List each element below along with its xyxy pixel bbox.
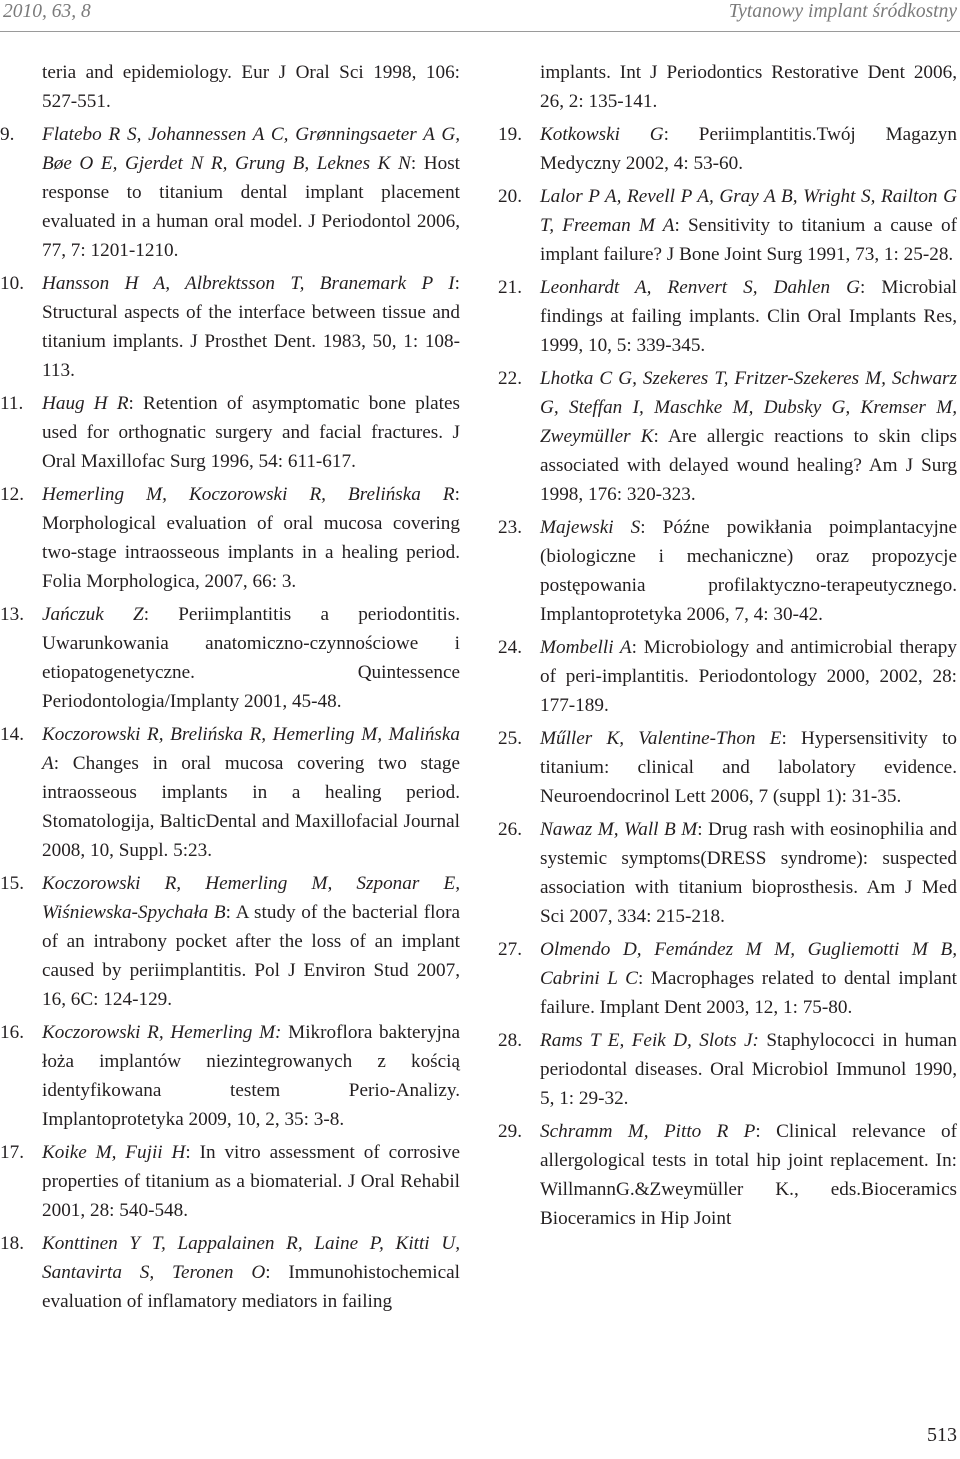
- reference-number: 12.: [0, 484, 24, 505]
- reference-number: 15.: [0, 873, 24, 894]
- reference-item: [0, 1229, 460, 1316]
- reference-item: [498, 58, 957, 116]
- reference-item: [0, 1138, 460, 1225]
- reference-authors: Koczorowski R, Hemerling M, Szponar E, Wiśniewska-Spychała B: [42, 873, 460, 923]
- reference-text: Mikroflora bakteryjna łoża implantów niezintegrowanych z kością identyfikowana testem Perio-Analizy. Implantoprotetyka 2009, 10, 2, 35: 3-8.: [42, 1022, 460, 1130]
- reference-number: 29.: [498, 1121, 522, 1142]
- reference-item: [498, 633, 957, 720]
- reference-text: : A study of the bacterial flora of an intrabony pocket after the loss of an implant caused by periimplantitis. Pol J Environ Stud 2007, 16, 6C: 124-129.: [42, 902, 460, 1010]
- reference-item: [498, 935, 957, 1022]
- reference-number: 17.: [0, 1142, 24, 1163]
- reference-item: [498, 513, 957, 629]
- reference-authors: Flatebo R S, Johannessen A C, Grønningsaeter A G, Bøe O E, Gjerdet N R, Grung B, Leknes K N: [42, 124, 460, 174]
- reference-item: [0, 600, 460, 716]
- reference-authors: Mombelli A: [540, 637, 632, 658]
- reference-authors: Nawaz M, Wall B M: [540, 819, 698, 840]
- references-left-column: [0, 58, 460, 1320]
- reference-number: 19.: [498, 124, 522, 145]
- reference-number: 13.: [0, 604, 24, 625]
- reference-item: [0, 480, 460, 596]
- reference-number: 27.: [498, 939, 522, 960]
- reference-item: [0, 58, 460, 116]
- reference-text: teria and epidemiology. Eur J Oral Sci 1998, 106: 527-551.: [42, 62, 460, 112]
- article-short-title: Tytanowy implant śródkostny: [728, 1, 957, 22]
- journal-issue: 2010, 63, 8: [3, 1, 91, 22]
- reference-authors: Koczorowski R, Hemerling M:: [42, 1022, 282, 1043]
- reference-text: implants. Int J Periodontics Restorative Dent 2006, 26, 2: 135-141.: [540, 62, 957, 112]
- reference-text: : In vitro assessment of corrosive properties of titanium as a biomaterial. J Oral Rehabil 2001, 28: 540-548.: [42, 1142, 460, 1221]
- reference-number: 22.: [498, 368, 522, 389]
- reference-item: [0, 269, 460, 385]
- reference-text: : Clinical relevance of allergological tests in total hip joint replacement. In: WillmannG.&Zweymüller K., eds.Bioceramics Bioceramics in Hip Joint: [540, 1121, 957, 1229]
- reference-number: 10.: [0, 273, 24, 294]
- reference-text: : Periimplantitis a periodontitis. Uwarunkowania anatomiczno-czynnościowe i etiopatogenetyczne. Quintessence Periodontologia/Implanty 2001, 45-48.: [42, 604, 461, 712]
- references-right-column: [498, 58, 957, 1237]
- reference-item: [498, 120, 957, 178]
- reference-number: 16.: [0, 1022, 24, 1043]
- reference-text: Staphylococci in human periodontal diseases. Oral Microbiol Immunol 1990, 5, 1: 29-32.: [540, 1030, 957, 1109]
- reference-item: [498, 273, 957, 360]
- reference-item: [498, 1026, 957, 1113]
- reference-item: [0, 389, 460, 476]
- reference-text: : Host response to titanium dental implant placement evaluated in a human oral model. J Periodontol 2006, 77, 7: 1201-1210.: [42, 153, 460, 261]
- reference-authors: Konttinen Y T, Lappalainen R, Laine P, Kitti U, Santavirta S, Teronen O: [42, 1233, 460, 1283]
- reference-item: [0, 1018, 460, 1134]
- reference-item: [498, 815, 957, 931]
- reference-text: : Późne powikłania poimplantacyjne (biologiczne i mechaniczne) oraz propozycje postępowania profilaktyczno-terapeutycznego. Implantoprotetyka 2006, 7, 4: 30-42.: [540, 517, 957, 625]
- reference-text: : Retention of asymptomatic bone plates used for orthognatic surgery and facial fractures. J Oral Maxillofac Surg 1996, 54: 611-617.: [42, 393, 460, 472]
- reference-authors: Műller K, Valentine-Thon E: [540, 728, 782, 749]
- reference-authors: Schramm M, Pitto R P: [540, 1121, 756, 1142]
- reference-number: 9.: [0, 124, 15, 145]
- reference-number: 26.: [498, 819, 522, 840]
- reference-text: : Sensitivity to titanium a cause of implant failure? J Bone Joint Surg 1991, 73, 1: 25-28.: [540, 215, 957, 265]
- reference-authors: Kotkowski G: [540, 124, 664, 145]
- page-number: 513: [927, 1424, 957, 1446]
- reference-text: : Drug rash with eosinophilia and systemic symptoms(DRESS syndrome): suspected association with titanium bioprosthesis. Am J Med Sci 2007, 334: 215-218.: [540, 819, 957, 927]
- reference-text: : Morphological evaluation of oral mucosa covering two-stage intraosseous implants in a healing period. Folia Morphologica, 2007, 66: 3.: [42, 484, 460, 592]
- reference-item: [0, 720, 460, 865]
- reference-text: : Microbial findings at failing implants. Clin Oral Implants Res, 1999, 10, 5: 339-345.: [540, 277, 957, 356]
- reference-item: [498, 724, 957, 811]
- reference-number: 28.: [498, 1030, 522, 1051]
- reference-item: [498, 182, 957, 269]
- reference-authors: Majewski S: [540, 517, 641, 538]
- reference-text: : Hypersensitivity to titanium: clinical and labolatory evidence. Neuroendocrinol Lett 2006, 7 (suppl 1): 31-35.: [540, 728, 958, 807]
- reference-number: 20.: [498, 186, 522, 207]
- reference-text: : Structural aspects of the interface between tissue and titanium implants. J Prosthet Dent. 1983, 50, 1: 108-113.: [42, 273, 460, 381]
- running-head: [0, 0, 960, 30]
- reference-number: 24.: [498, 637, 522, 658]
- reference-number: 21.: [498, 277, 522, 298]
- reference-item: [0, 869, 460, 1014]
- reference-text: : Are allergic reactions to skin clips associated with delayed wound healing? Am J Surg 1998, 176: 320-323.: [540, 426, 957, 505]
- reference-authors: Hemerling M, Koczorowski R, Brelińska R: [42, 484, 455, 505]
- reference-number: 25.: [498, 728, 522, 749]
- reference-number: 11.: [0, 393, 24, 414]
- reference-number: 23.: [498, 517, 522, 538]
- reference-item: [498, 364, 957, 509]
- reference-authors: Rams T E, Feik D, Slots J:: [540, 1030, 759, 1051]
- reference-number: 14.: [0, 724, 24, 745]
- reference-item: [498, 1117, 957, 1233]
- reference-authors: Lalor P A, Revell P A, Gray A B, Wright S, Railton G T, Freeman M A: [540, 186, 957, 236]
- reference-authors: Koike M, Fujii H: [42, 1142, 186, 1163]
- reference-authors: Leonhardt A, Renvert S, Dahlen G: [540, 277, 860, 298]
- reference-authors: Hansson H A, Albrektsson T, Branemark P I: [42, 273, 455, 294]
- reference-number: 18.: [0, 1233, 24, 1254]
- reference-authors: Jańczuk Z: [42, 604, 144, 625]
- reference-text: : Microbiology and antimicrobial therapy of peri-implantitis. Periodontology 2000, 2002, 28: 177-189.: [540, 637, 957, 716]
- reference-authors: Olmendo D, Femández M M, Gugliemotti M B, Cabrini L C: [540, 939, 957, 989]
- reference-authors: Haug H R: [42, 393, 129, 414]
- reference-item: [0, 120, 460, 265]
- header-rule: [0, 31, 960, 32]
- reference-text: : Immunohistochemical evaluation of inflamatory mediators in failing: [42, 1262, 460, 1312]
- reference-text: : Changes in oral mucosa covering two stage intraosseous implants in a healing period. Stomatologija, BalticDental and Maxillofacial Journal 2008, 10, Suppl. 5:23.: [42, 753, 460, 861]
- reference-text: : Macrophages related to dental implant failure. Implant Dent 2003, 12, 1: 75-80.: [540, 968, 957, 1018]
- reference-authors: Koczorowski R, Brelińska R, Hemerling M, Malińska A: [42, 724, 460, 774]
- reference-text: : Periimplantitis.Twój Magazyn Medyczny 2002, 4: 53-60.: [540, 124, 957, 174]
- reference-authors: Lhotka C G, Szekeres T, Fritzer-Szekeres M, Schwarz G, Steffan I, Maschke M, Dubsky G, Kremser M, Zweymüller K: [540, 368, 957, 447]
